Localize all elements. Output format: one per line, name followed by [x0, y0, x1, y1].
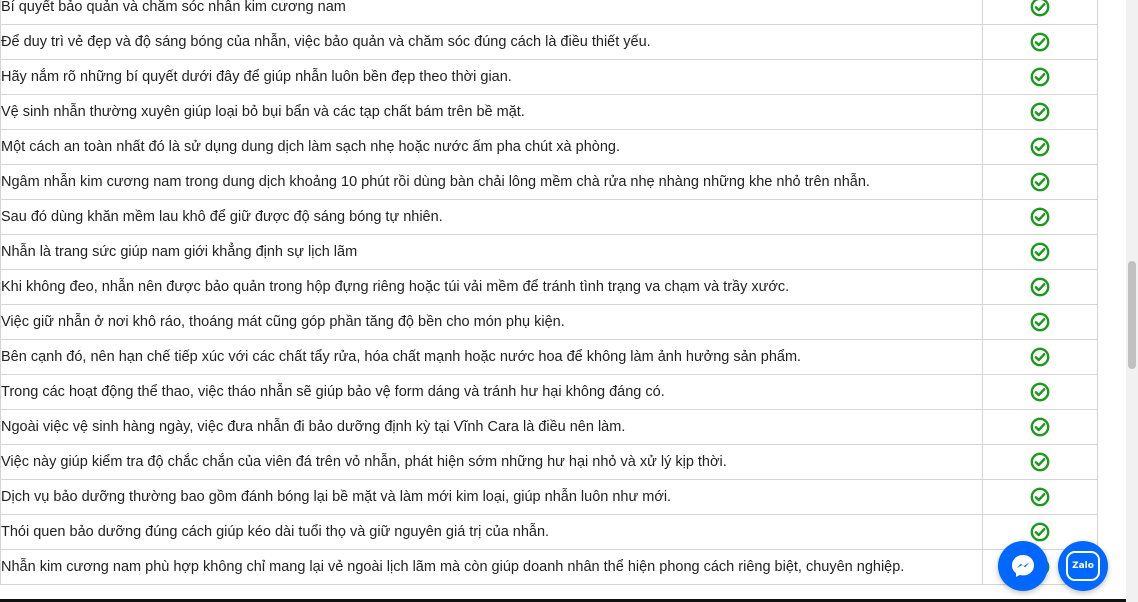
checklist-item-text: Dịch vụ bảo dưỡng thường bao gồm đánh bóng lại bề mặt và làm mới kim loại, giúp nhẫn luôn như mới. — [1, 480, 983, 515]
messenger-button[interactable] — [998, 541, 1048, 591]
checklist-check-cell — [983, 410, 1098, 445]
checklist-item-text: Ngoài việc vệ sinh hàng ngày, việc đưa nhẫn đi bảo dưỡng định kỳ tại Vĩnh Cara là điều nên làm. — [1, 410, 983, 445]
check-circle-icon — [1030, 382, 1050, 402]
checklist-check-cell — [983, 235, 1098, 270]
checklist-row — [1, 480, 1098, 515]
check-circle-icon — [1030, 347, 1050, 367]
checklist-item-text: Bên cạnh đó, nên hạn chế tiếp xúc với các chất tẩy rửa, hóa chất mạnh hoặc nước hoa để không làm ảnh hưởng sản phẩm. — [1, 340, 983, 375]
checklist-item-text: Ngâm nhẫn kim cương nam trong dung dịch khoảng 10 phút rồi dùng bàn chải lông mềm chà rửa nhẹ nhàng những khe nhỏ trên nhẫn. — [1, 165, 983, 200]
check-circle-icon — [1030, 32, 1050, 52]
checklist-row — [1, 235, 1098, 270]
checklist-row — [1, 445, 1098, 480]
checklist-row — [1, 375, 1098, 410]
check-circle-icon — [1030, 417, 1050, 437]
zalo-icon — [1066, 551, 1100, 581]
check-circle-icon — [1030, 0, 1050, 17]
checklist-row — [1, 0, 1098, 25]
page-scrollbar[interactable] — [1126, 0, 1138, 602]
check-circle-icon — [1030, 487, 1050, 507]
checklist-check-cell — [983, 445, 1098, 480]
checklist-item-text: Để duy trì vẻ đẹp và độ sáng bóng của nhẫn, việc bảo quản và chăm sóc đúng cách là điều thiết yếu. — [1, 25, 983, 60]
checklist-check-cell — [983, 130, 1098, 165]
check-circle-icon — [1030, 102, 1050, 122]
checklist-check-cell — [983, 0, 1098, 25]
checklist-item-text: Nhẫn kim cương nam phù hợp không chỉ mang lại vẻ ngoài lịch lãm mà còn giúp doanh nhân thể hiện phong cách riêng biệt, chuyên nghiệp. — [1, 550, 983, 585]
checklist-check-cell — [983, 375, 1098, 410]
checklist-check-cell — [983, 25, 1098, 60]
checklist-check-cell — [983, 480, 1098, 515]
checklist-row — [1, 130, 1098, 165]
check-circle-icon — [1030, 172, 1050, 192]
checklist-row — [1, 515, 1098, 550]
check-circle-icon — [1030, 277, 1050, 297]
check-circle-icon — [1030, 242, 1050, 262]
checklist-row — [1, 60, 1098, 95]
check-circle-icon — [1030, 312, 1050, 332]
check-circle-icon — [1030, 207, 1050, 227]
checklist-item-text: Hãy nắm rõ những bí quyết dưới đây để giúp nhẫn luôn bền đẹp theo thời gian. — [1, 60, 983, 95]
check-circle-icon — [1030, 137, 1050, 157]
checklist-check-cell — [983, 60, 1098, 95]
checklist-row — [1, 340, 1098, 375]
checklist-row — [1, 25, 1098, 60]
checklist-row — [1, 305, 1098, 340]
zalo-label: Zalo — [1072, 561, 1094, 571]
checklist-check-cell — [983, 340, 1098, 375]
checklist-item-text: Một cách an toàn nhất đó là sử dụng dung dịch làm sạch nhẹ hoặc nước ấm pha chút xà phòng. — [1, 130, 983, 165]
checklist-row — [1, 410, 1098, 445]
checklist-check-cell — [983, 270, 1098, 305]
check-circle-icon — [1030, 522, 1050, 542]
check-circle-icon — [1030, 67, 1050, 87]
checklist-item-text: Trong các hoạt động thể thao, việc tháo nhẫn sẽ giúp bảo vệ form dáng và tránh hư hại không đáng có. — [1, 375, 983, 410]
checklist-item-text: Vệ sinh nhẫn thường xuyên giúp loại bỏ bụi bẩn và các tạp chất bám trên bề mặt. — [1, 95, 983, 130]
checklist-item-text: Việc này giúp kiểm tra độ chắc chắn của viên đá trên vỏ nhẫn, phát hiện sớm những hư hại nhỏ và xử lý kịp thời. — [1, 445, 983, 480]
checklist-check-cell — [983, 165, 1098, 200]
checklist-item-text: Nhẫn là trang sức giúp nam giới khẳng định sự lịch lãm — [1, 235, 983, 270]
checklist-row — [1, 550, 1098, 585]
checklist-item-text: Khi không đeo, nhẫn nên được bảo quản trong hộp đựng riêng hoặc túi vải mềm để tránh tình trạng va chạm và trầy xước. — [1, 270, 983, 305]
messenger-icon — [1009, 552, 1037, 580]
checklist-row — [1, 200, 1098, 235]
checklist-item-text: Bí quyết bảo quản và chăm sóc nhẫn kim cương nam — [1, 0, 983, 25]
zalo-button[interactable] — [1058, 541, 1108, 591]
checklist-item-text: Sau đó dùng khăn mềm lau khô để giữ được độ sáng bóng tự nhiên. — [1, 200, 983, 235]
checklist-check-cell — [983, 200, 1098, 235]
checklist-item-text: Việc giữ nhẫn ở nơi khô ráo, thoáng mát cũng góp phần tăng độ bền cho món phụ kiện. — [1, 305, 983, 340]
checklist-row — [1, 95, 1098, 130]
check-circle-icon — [1030, 452, 1050, 472]
checklist-row — [1, 270, 1098, 305]
checklist-body — [1, 0, 1098, 585]
checklist-check-cell — [983, 95, 1098, 130]
checklist-check-cell — [983, 305, 1098, 340]
checklist-item-text: Thói quen bảo dưỡng đúng cách giúp kéo dài tuổi thọ và giữ nguyên giá trị của nhẫn. — [1, 515, 983, 550]
scrollbar-thumb[interactable] — [1128, 261, 1136, 369]
checklist-row — [1, 165, 1098, 200]
